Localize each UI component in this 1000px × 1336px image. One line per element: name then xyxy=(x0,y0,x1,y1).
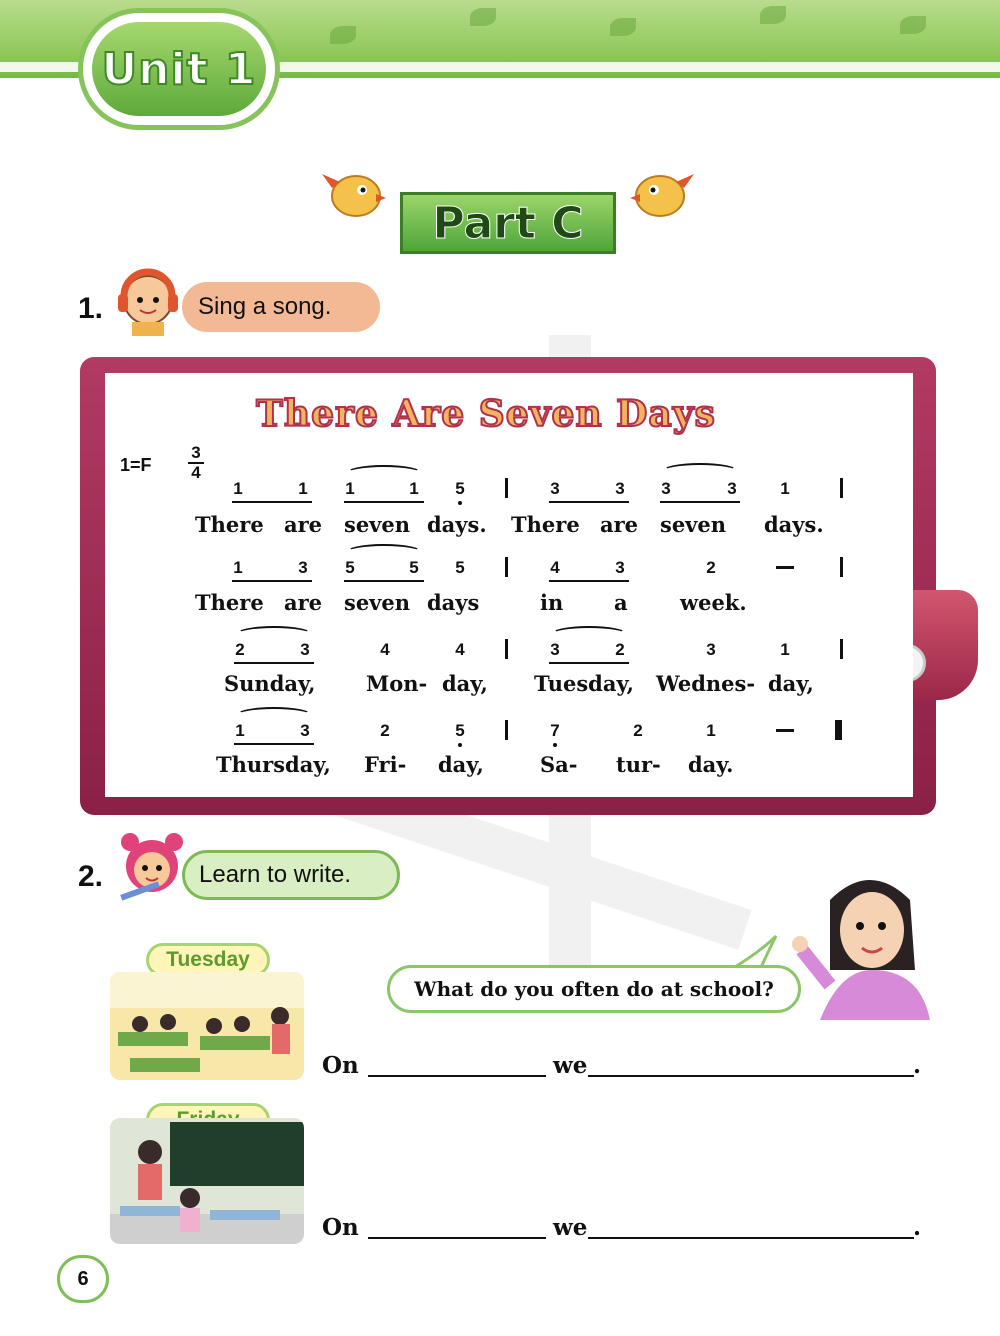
hold-dash xyxy=(776,566,794,569)
section-1-instruction: Sing a song. xyxy=(198,293,332,320)
section-2-instruction: Learn to write. xyxy=(199,861,352,888)
bird-icon xyxy=(318,164,388,220)
write-on-label: On xyxy=(322,1214,359,1241)
beam-line xyxy=(234,662,314,664)
write-we-label: we xyxy=(553,1052,588,1079)
classroom-scene-image xyxy=(110,972,304,1080)
lyric: a xyxy=(614,590,628,615)
note: 3 xyxy=(615,479,625,498)
unit-badge-inner xyxy=(92,22,266,116)
time-signature-bottom: 4 xyxy=(191,463,201,482)
write-we-label: we xyxy=(553,1214,588,1241)
lyric: day, xyxy=(438,752,484,777)
note: 5 xyxy=(409,558,419,577)
final-bar-line xyxy=(835,720,842,740)
lyric: day, xyxy=(768,671,814,696)
lyric: day, xyxy=(442,671,488,696)
bar-line xyxy=(840,557,843,577)
bar-line xyxy=(505,639,508,659)
note: 3 xyxy=(727,479,737,498)
beam-line xyxy=(549,662,629,664)
beam-line xyxy=(660,501,740,503)
note: 1 xyxy=(345,479,355,498)
slur xyxy=(236,707,312,723)
note: 7 xyxy=(545,721,565,741)
bar-line xyxy=(840,639,843,659)
lyric: days. xyxy=(427,512,487,537)
note: 1 xyxy=(298,479,308,498)
note: 2 xyxy=(706,558,716,577)
lyric: Thursday, xyxy=(216,752,331,777)
note: 1 xyxy=(409,479,419,498)
lyric: There xyxy=(195,590,264,615)
note: 3 xyxy=(300,640,310,659)
note: 1 xyxy=(233,558,243,577)
slur xyxy=(662,463,738,479)
note: 5 xyxy=(345,558,355,577)
beam-line xyxy=(344,501,424,503)
answer-blank-day[interactable] xyxy=(368,1075,546,1077)
time-signature xyxy=(188,444,204,482)
bird-icon xyxy=(628,164,698,220)
time-signature-top: 3 xyxy=(191,443,201,462)
lyric: are xyxy=(284,512,323,537)
day-tag-label: Tuesday xyxy=(166,948,250,971)
speech-bubble-text: What do you often do at school? xyxy=(414,977,774,1001)
page-number: 6 xyxy=(77,1267,89,1290)
section-2-instruction-pill xyxy=(182,850,400,900)
write-period: . xyxy=(913,1052,922,1079)
beam-line xyxy=(232,501,312,503)
note: 1 xyxy=(235,721,245,740)
section-2-number: 2. xyxy=(78,860,104,893)
page-number-badge xyxy=(57,1255,109,1303)
unit-label: Unit 1 xyxy=(101,43,257,95)
song-title: There Are Seven Days xyxy=(256,393,716,435)
lyric: days. xyxy=(764,512,824,537)
note: 3 xyxy=(615,558,625,577)
write-period: . xyxy=(913,1214,922,1241)
slur xyxy=(346,544,422,560)
note: 3 xyxy=(706,640,716,659)
leaf-decoration xyxy=(760,6,786,24)
note: 5 xyxy=(455,558,465,577)
section-1-instruction-pill xyxy=(182,282,380,332)
headphone-kid-icon xyxy=(112,266,184,338)
note: 2 xyxy=(235,640,245,659)
key-signature: 1=F xyxy=(120,455,152,475)
note: 2 xyxy=(615,640,625,659)
answer-blank-day[interactable] xyxy=(368,1237,546,1239)
note: 3 xyxy=(298,558,308,577)
beam-line xyxy=(234,743,314,745)
note: 3 xyxy=(550,479,560,498)
classroom-cleaning-scene-image xyxy=(110,1118,304,1244)
note: 3 xyxy=(300,721,310,740)
answer-blank-activity[interactable] xyxy=(588,1237,914,1239)
note: 3 xyxy=(550,640,560,659)
lyric: There xyxy=(511,512,580,537)
speech-bubble xyxy=(387,965,801,1013)
beam-line xyxy=(344,580,424,582)
part-label: Part C xyxy=(432,197,584,249)
lyric: Sunday, xyxy=(224,671,316,696)
leaf-decoration xyxy=(330,26,356,44)
lyric: are xyxy=(600,512,639,537)
lyric: seven xyxy=(344,590,411,615)
bar-line xyxy=(505,557,508,577)
lyric: day. xyxy=(688,752,734,777)
lyric: Mon- xyxy=(366,671,428,696)
hold-dash xyxy=(776,729,794,732)
section-1-number: 1. xyxy=(78,292,104,325)
lyric: week. xyxy=(680,590,747,615)
note: 5 xyxy=(450,721,470,741)
lyric: Fri- xyxy=(364,752,407,777)
slur xyxy=(236,626,312,642)
note: 1 xyxy=(233,479,243,498)
note: 1 xyxy=(780,479,790,498)
beam-line xyxy=(549,580,629,582)
unit-badge xyxy=(78,8,280,130)
lyric: days xyxy=(427,590,480,615)
note: 2 xyxy=(380,721,390,740)
bar-line xyxy=(505,478,508,498)
lyric: Wednes- xyxy=(656,671,756,696)
note: 1 xyxy=(706,721,716,740)
lyric: in xyxy=(540,590,564,615)
lyric: Tuesday, xyxy=(534,671,634,696)
bar-line xyxy=(505,720,508,740)
song-sheet xyxy=(105,373,913,797)
lyric: seven xyxy=(344,512,411,537)
pencil-kid-icon xyxy=(116,832,188,904)
note: 3 xyxy=(661,479,671,498)
part-title xyxy=(400,192,616,254)
lyric: Sa- xyxy=(540,752,578,777)
lyric: are xyxy=(284,590,323,615)
slur xyxy=(551,626,627,642)
bar-line xyxy=(840,478,843,498)
beam-line xyxy=(232,580,312,582)
note: 4 xyxy=(455,640,465,659)
note: 4 xyxy=(550,558,560,577)
leaf-decoration xyxy=(470,8,496,26)
note: 2 xyxy=(633,721,643,740)
lyric: tur- xyxy=(616,752,661,777)
teacher-icon xyxy=(790,860,930,1020)
leaf-decoration xyxy=(610,18,636,36)
leaf-decoration xyxy=(900,16,926,34)
write-on-label: On xyxy=(322,1052,359,1079)
slur xyxy=(346,465,422,481)
note: 5 xyxy=(450,479,470,499)
beam-line xyxy=(549,501,629,503)
lyric: seven xyxy=(660,512,727,537)
note: 1 xyxy=(780,640,790,659)
note: 4 xyxy=(380,640,390,659)
answer-blank-activity[interactable] xyxy=(588,1075,914,1077)
lyric: There xyxy=(195,512,264,537)
